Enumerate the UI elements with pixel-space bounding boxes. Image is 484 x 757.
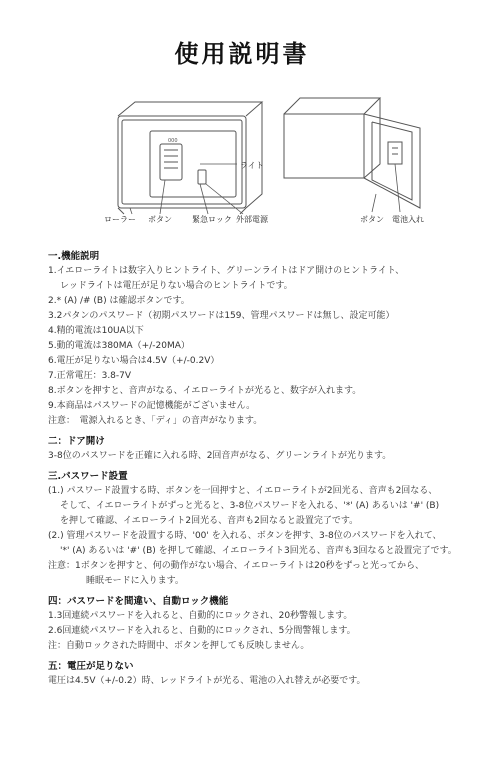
text-line: 睡眠モードに入ります。	[86, 576, 184, 586]
text-line: 9.本商品はパスワードの記憶機能がございません。	[48, 401, 256, 411]
text-line: 1.3回連続パスワードを入れると、自動的にロックされ、20秒警報します。	[48, 611, 353, 621]
safe-open-drawing	[284, 98, 420, 208]
text-line: '*' (A) あるいは '#' (B) を押して確認、イエローライト3回光る、音声も3回なると設置完了です。	[60, 546, 457, 556]
section-heading: 二：ドア開け	[48, 436, 105, 447]
callout-battery: 電池入れ	[392, 215, 424, 224]
section-functions	[48, 250, 478, 429]
section-door-open	[48, 435, 478, 464]
text-line: 3.2パタンのパスワード（初期パスワードは159、管理パスワードは無し、設定可能）	[48, 311, 395, 321]
section-heading: 五：電圧が足りない	[48, 661, 134, 672]
text-line: 注意：1ボタンを押すと、何の動作がない場合、イエローライトは20秒をずっと光ってから、	[48, 561, 425, 571]
text-line: (2.) 管理パスワードを設置する時、'00' を入れる、ボタンを押す、3-8位のパスワードを入れて、	[48, 531, 442, 541]
section-heading: 三.パスワード設置	[48, 471, 128, 482]
callout-light: ライト	[240, 161, 264, 170]
text-line: 3-8位のパスワードを正確に入れる時、2回音声がなる、グリーンライトが光ります。	[48, 451, 392, 461]
callout-external-power: 外部電源	[236, 215, 268, 224]
text-line: 5.動的電流は380MA（+/-20MA）	[48, 341, 190, 351]
safe-illustration	[0, 86, 484, 246]
manual-content	[48, 250, 478, 689]
page-title: 使用説明書	[174, 40, 310, 68]
callout-lines	[130, 164, 243, 214]
text-line: 2.* (A) /# (B) は確認ボタンです。	[48, 296, 190, 306]
text-line: そして、イエローライトがずっと光ると、3-8位パスワードを入れる、'*' (A) あるいは '#' (B)	[60, 501, 440, 511]
callout-lines-right	[372, 164, 400, 212]
safe-front-drawing	[118, 102, 262, 214]
text-line: 1.イエローライトは数字入りヒントライト、グリーンライトはドア開けのヒントライト、	[48, 266, 405, 276]
callout-button-right: ボタン	[360, 215, 384, 224]
text-line: 8.ボタンを押すと、音声がなる、イエローライトが光ると、数字が入れます。	[48, 386, 362, 396]
text-line: レッドライトは電圧が足りない場合のヒントライトです。	[60, 281, 293, 291]
callout-button: ボタン	[148, 215, 172, 224]
callout-roller: ローラー	[104, 215, 136, 224]
section-password-setting	[48, 470, 478, 589]
section-heading: 四：パスワードを間違い、自動ロック機能	[48, 596, 229, 607]
text-line: (1.) パスワード設置する時、ボタンを一回押すと、イエローライトが2回光る、音声も2回なる、	[48, 486, 438, 496]
section-auto-lock	[48, 595, 478, 654]
keypad-display-text: 000	[168, 138, 178, 144]
text-line: 注：自動ロックされた時間中、ボタンを押しても反映しません。	[48, 641, 310, 651]
text-line: を押して確認、イエローライト2回光る、音声も2回なると設置完了です。	[60, 516, 359, 526]
text-line: 注意： 電源入れるとき、「ディ」の音声がなります。	[48, 416, 263, 426]
text-line: 4.精的電流は10UA以下	[48, 326, 144, 336]
section-heading: 一.機能説明	[48, 251, 100, 262]
text-line: 6.電圧が足りない場合は4.5V（+/-0.2V）	[48, 356, 220, 366]
text-line: 7.正常電圧：3.8-7V	[48, 371, 132, 381]
section-low-voltage	[48, 660, 478, 689]
text-line: 電圧は4.5V（+/-0.2）時、レッドライトが光る、電池の入れ替えが必要です。	[48, 676, 366, 686]
callout-emergency-lock: 緊急ロック	[192, 215, 232, 224]
text-line: 2.6回連続パスワードを入れると、自動的にロックされ、5分間警報します。	[48, 626, 356, 636]
